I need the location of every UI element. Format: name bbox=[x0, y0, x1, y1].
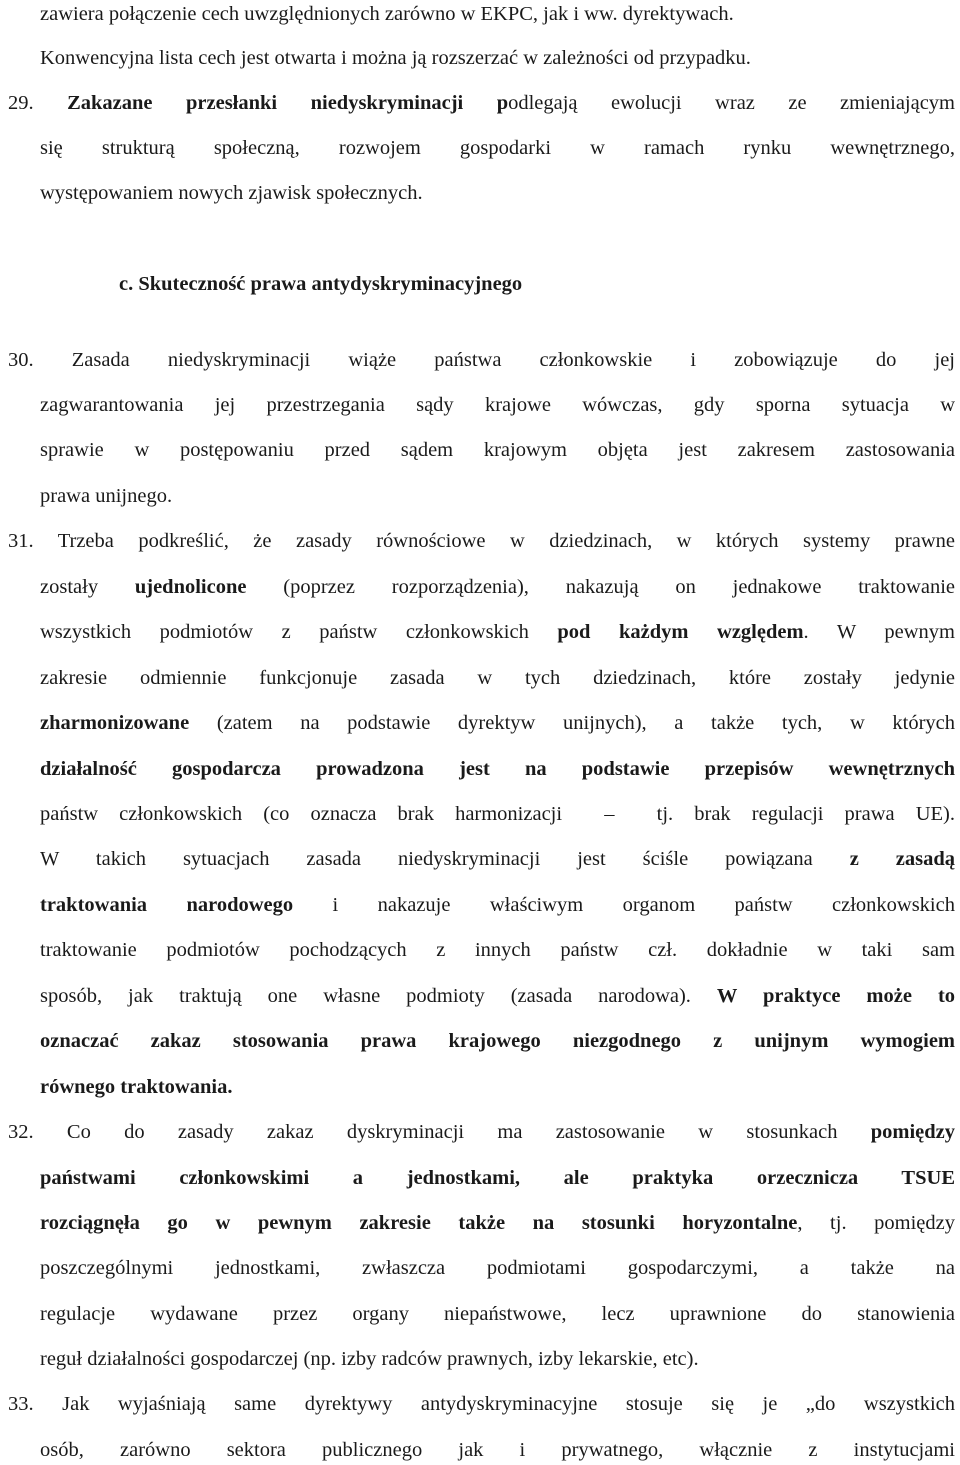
text-segment: odlegają ewolucji wraz ze zmieniającym bbox=[508, 92, 956, 114]
bold-text: Zakazane przesłanki niedyskryminacji bbox=[67, 92, 497, 114]
text-line bbox=[40, 1073, 955, 1101]
text-line bbox=[40, 482, 955, 510]
text-line bbox=[40, 1300, 955, 1328]
bold-text: równego traktowania. bbox=[40, 1076, 233, 1098]
text-segment: osób, zarówno sektora publicznego jak i prywatnego, włącznie z instytucjami bbox=[40, 1439, 955, 1461]
text-line bbox=[40, 1209, 955, 1237]
text-line bbox=[40, 391, 955, 419]
text-line bbox=[40, 664, 955, 692]
numbered-paragraph-start bbox=[8, 89, 955, 117]
text-segment: sprawie w postępowaniu przed sądem krajowym objęta jest zakresem zastosowania bbox=[40, 439, 955, 461]
text-segment: prawa unijnego. bbox=[40, 485, 173, 507]
text-segment: 32. Co do zasady zakaz dyskryminacji ma zastosowanie w stosunkach bbox=[8, 1121, 871, 1143]
text-segment: 29. bbox=[8, 92, 68, 114]
bold-text: ujednolicone bbox=[134, 576, 247, 598]
numbered-paragraph-start bbox=[8, 346, 955, 374]
text-line bbox=[40, 845, 955, 873]
text-line bbox=[40, 134, 955, 162]
text-segment: . W pewnym bbox=[803, 621, 955, 643]
text-line bbox=[40, 709, 955, 737]
bold-text: c. Skuteczność prawa antydyskryminacyjnego bbox=[119, 273, 523, 295]
section-heading bbox=[119, 270, 522, 298]
text-line bbox=[40, 936, 955, 964]
text-line bbox=[40, 800, 955, 828]
numbered-paragraph-start bbox=[8, 1118, 955, 1146]
text-segment: zagwarantowania jej przestrzegania sądy krajowe wówczas, gdy sporna sytuacja w bbox=[40, 394, 955, 416]
text-segment: wszystkich podmiotów z państw członkowskich bbox=[40, 621, 558, 643]
bold-text: działalność gospodarcza prowadzona jest na podstawie przepisów wewnętrznych bbox=[40, 758, 955, 780]
text-segment: zawiera połączenie cech uwzględnionych zarówno w EKPC, jak i ww. dyrektywach. bbox=[40, 3, 734, 25]
text-line bbox=[40, 1436, 955, 1464]
text-line bbox=[40, 1254, 955, 1282]
text-segment: zakresie odmiennie funkcjonuje zasada w tych dziedzinach, które zostały jedynie bbox=[40, 667, 955, 689]
text-line bbox=[40, 0, 955, 28]
text-segment: , tj. pomiędzy bbox=[797, 1212, 955, 1234]
text-segment: (poprzez rozporządzenia), nakazują on jednakowe traktowanie bbox=[246, 576, 955, 598]
text-line bbox=[40, 755, 955, 783]
bold-text: p bbox=[496, 92, 509, 114]
text-segment: zostały bbox=[40, 576, 135, 598]
text-line bbox=[40, 179, 955, 207]
text-segment: 33. Jak wyjaśniają same dyrektywy antydyskryminacyjne stosuje się je „do wszystkich bbox=[8, 1393, 955, 1415]
text-segment: 30. Zasada niedyskryminacji wiąże państwa członkowskie i zobowiązuje do jej bbox=[8, 349, 955, 371]
text-line bbox=[40, 1164, 955, 1192]
text-segment: poszczególnymi jednostkami, zwłaszcza podmiotami gospodarczymi, a także na bbox=[40, 1257, 955, 1279]
text-line bbox=[40, 436, 955, 464]
text-segment: występowaniem nowych zjawisk społecznych. bbox=[40, 182, 423, 204]
text-segment: i nakazuje właściwym organom państw członkowskich bbox=[293, 894, 955, 916]
text-segment: (zatem na podstawie dyrektyw unijnych), a także tych, w których bbox=[189, 712, 955, 734]
text-line bbox=[40, 573, 955, 601]
text-line bbox=[40, 982, 955, 1010]
numbered-paragraph-start bbox=[8, 527, 955, 555]
text-line bbox=[40, 1345, 955, 1373]
text-segment: W takich sytuacjach zasada niedyskryminacji jest ściśle powiązana bbox=[40, 848, 850, 870]
text-segment: regulacje wydawane przez organy niepaństwowe, lecz uprawnione do stanowienia bbox=[40, 1303, 955, 1325]
numbered-paragraph-start bbox=[8, 1390, 955, 1418]
bold-text: pod każdym względem bbox=[557, 621, 804, 643]
bold-text: zharmonizowane bbox=[40, 712, 190, 734]
text-segment: Konwencyjna lista cech jest otwarta i można ją rozszerzać w zależności od przypadku. bbox=[40, 47, 751, 69]
text-line bbox=[40, 618, 955, 646]
text-segment: 31. Trzeba podkreślić, że zasady równościowe w dziedzinach, w których systemy prawne bbox=[8, 530, 955, 552]
text-segment: państw członkowskich (co oznacza brak harmonizacji – tj. brak regulacji prawa UE). bbox=[40, 803, 955, 825]
text-line bbox=[40, 891, 955, 919]
bold-text: rozciągnęła go w pewnym zakresie także na stosunki horyzontalne bbox=[40, 1212, 798, 1234]
bold-text: W praktyce może to bbox=[716, 985, 956, 1007]
text-segment: reguł działalności gospodarczej (np. izby radców prawnych, izby lekarskie, etc). bbox=[40, 1348, 699, 1370]
text-line bbox=[40, 44, 955, 72]
bold-text: oznaczać zakaz stosowania prawa krajowego niezgodnego z unijnym wymogiem bbox=[40, 1030, 955, 1052]
bold-text: traktowania narodowego bbox=[40, 894, 294, 916]
text-segment: traktowanie podmiotów pochodzących z innych państw czł. dokładnie w taki sam bbox=[40, 939, 955, 961]
bold-text: pomiędzy bbox=[870, 1121, 955, 1143]
text-segment: się strukturą społeczną, rozwojem gospodarki w ramach rynku wewnętrznego, bbox=[40, 137, 955, 159]
bold-text: państwami członkowskimi a jednostkami, ale praktyka orzecznicza TSUE bbox=[40, 1167, 955, 1189]
text-line bbox=[40, 1027, 955, 1055]
text-segment: sposób, jak traktują one własne podmioty (zasada narodowa). bbox=[40, 985, 717, 1007]
bold-text: z zasadą bbox=[849, 848, 956, 870]
